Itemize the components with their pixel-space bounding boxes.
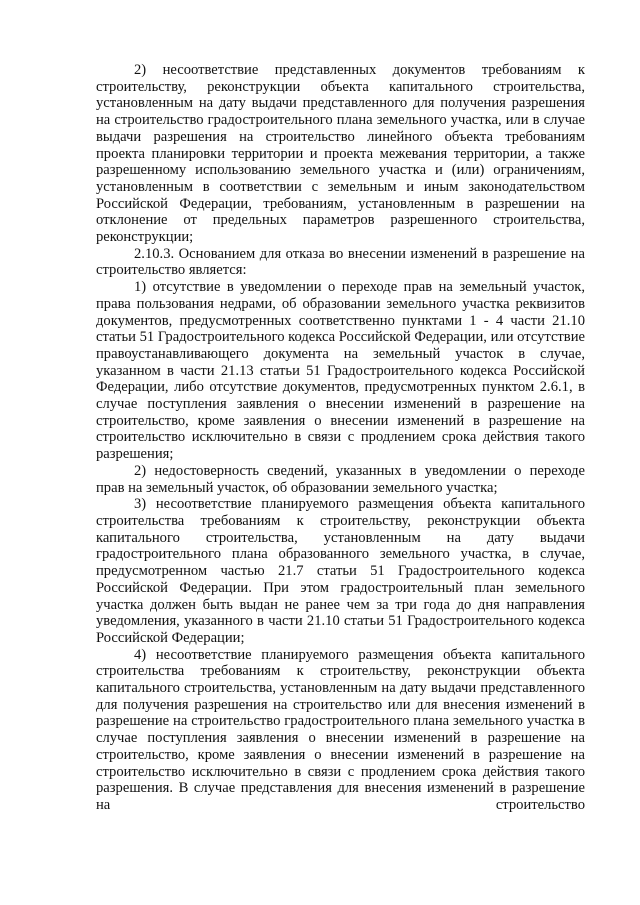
paragraph-2-10-3-heading: 2.10.3. Основанием для отказа во внесении изменений в разрешение на строительство является: (96, 245, 585, 279)
paragraph-refusal-reason-4: 4) несоответствие планируемого размещения объекта капитального строительства требованиям к строительству, реконструкции объекта капитального строительства, установленным на дату выдачи представленного для получения разрешения на строительство или для внесения изменений в разрешение на строительство градостроительного плана земельного участка в случае поступления заявления о внесении изменений в разрешение на строительство, кроме заявления о внесении изменений в разрешение на строительство исключительно в связи с продлением срока действия такого разрешения. В случае представления для внесения изменений в разрешение на строительство (96, 646, 585, 813)
paragraph-refusal-reason-3: 3) несоответствие планируемого размещения объекта капитального строительства требованиям к строительству, реконструкции объекта капитального строительства, установленным на дату выдачи градостроительного плана образованного земельного участка, в случае, предусмотренном частью 21.7 статьи 51 Градостроительного кодекса Российской Федерации. При этом градостроительный план земельного участка должен быть выдан не ранее чем за три года до дня направления уведомления, указанного в части 21.10 статьи 51 Градостроительного кодекса Российской Федерации; (96, 496, 585, 646)
document-body (96, 62, 585, 814)
paragraph-refusal-reason-2: 2) недостоверность сведений, указанных в уведомлении о переходе прав на земельный участок, об образовании земельного участка; (96, 462, 585, 496)
paragraph-item-2-mismatch: 2) несоответствие представленных документов требованиям к строительству, реконструкции объекта капитального строительства, установленным на дату выдачи представленного для получения разрешения на строительство градостроительного плана земельного участка, или в случае выдачи разрешения на строительство линейного объекта требованиям проекта планировки территории и проекта межевания территории, а также разрешенному использованию земельного участка и (или) ограничениям, установленным в соответствии с земельным и иным законодательством Российской Федерации, требованиям, установленным в разрешении на отклонение от предельных параметров разрешенного строительства, реконструкции; (96, 62, 585, 246)
paragraph-refusal-reason-1: 1) отсутствие в уведомлении о переходе прав на земельный участок, права пользования недрами, об образовании земельного участка реквизитов документов, предусмотренных соответственно пунктами 1 - 4 части 21.10 статьи 51 Градостроительного кодекса Российской Федерации, или отсутствие правоустанавливающего документа на земельный участок в случае, указанном в части 21.13 статьи 51 Градостроительного кодекса Российской Федерации, либо отсутствие документов, предусмотренных пунктом 2.6.1, в случае поступления заявления о внесении изменений в разрешение на строительство, кроме заявления о внесении изменений в разрешение на строительство исключительно в связи с продлением срока действия такого разрешения; (96, 279, 585, 463)
